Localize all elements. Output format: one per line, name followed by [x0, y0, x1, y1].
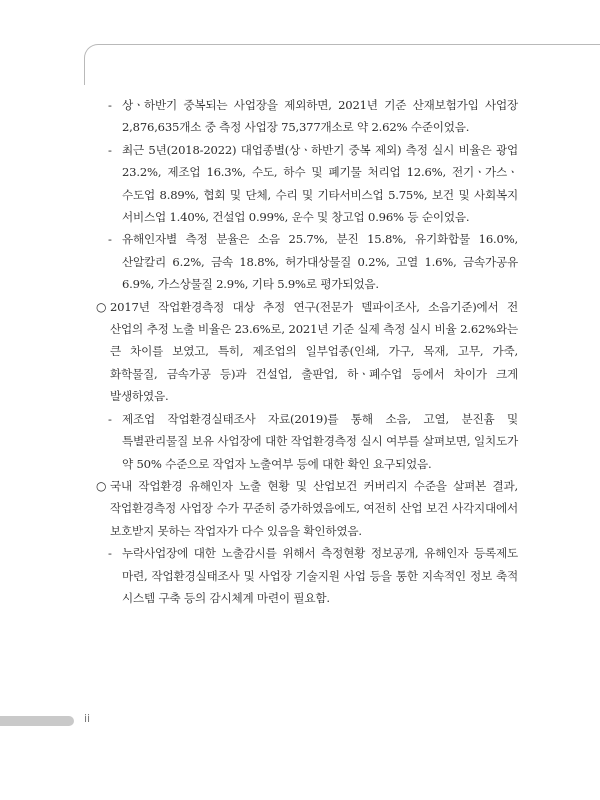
dash-bullet: - — [108, 98, 112, 112]
list-item-text: 유해인자별 측정 분율은 소음 25.7%, 분진 15.8%, 유기화합물 16.0%, 산알칼리 6.2%, 금속 18.8%, 허가대상물질 0.2%, 고열 1.6%, 금속가공유 6.9%, 가스상물질 2.9%, 기타 5.9%로 평가되었음. — [122, 232, 518, 292]
list-item — [108, 94, 518, 139]
list-item-text: 국내 작업환경 유해인자 노출 현황 및 산업보건 커버리지 수준을 살펴본 결과, 작업환경측정 사업장 수가 꾸준히 증가하였음에도, 여전히 산업 보건 사각지대에서 보호받지 못하는 작업자가 다수 있음을 확인하였음. — [110, 478, 518, 538]
body-content — [96, 94, 518, 609]
list-item — [108, 228, 518, 295]
list-item-text: 누락사업장에 대한 노출감시를 위해서 측정현황 정보공개, 유해인자 등록제도 마련, 작업환경실태조사 및 사업장 기술지원 사업 등을 통한 지속적인 정보 축적 시스템 구축 등의 감시체계 마련이 필요함. — [122, 546, 518, 605]
circle-bullet-icon: ○ — [96, 299, 107, 314]
list-item-text: 제조업 작업환경실태조사 자료(2019)를 통해 소음, 고열, 분진흄 및 특별관리물질 보유 사업장에 대한 작업환경측정 실시 여부를 살펴보면, 일치도가 약 50% 수준으로 작업자 노출여부 등에 대한 확인 요구되었음. — [122, 411, 518, 471]
list-item — [108, 408, 518, 475]
footer-bar — [0, 716, 74, 726]
circle-bullet-icon: ○ — [96, 478, 107, 493]
list-item-text: 2017년 작업환경측정 대상 추정 연구(전문가 델파이조사, 소음기준)에서 전 산업의 추정 노출 비율은 23.6%로, 2021년 기준 실제 측정 실시 비율 2.62%와는 큰 차이를 보였고, 특히, 제조업의 일부업종(인쇄, 가구, 목재, 고무, 가죽, 화학물질, 금속가공 등)과 건설업, 출판업, 하ㆍ폐수업 등에서 차이가 크게 발생하였음. — [110, 299, 518, 404]
header-frame-line — [84, 44, 600, 85]
list-item — [108, 139, 518, 229]
list-item-text: 상ㆍ하반기 중복되는 사업장을 제외하면, 2021년 기준 산재보험가입 사업장 2,876,635개소 중 측정 사업장 75,377개소로 약 2.62% 수준이었음. — [122, 98, 518, 135]
dash-bullet: - — [108, 232, 112, 247]
dash-bullet: - — [108, 546, 112, 561]
list-item-text: 최근 5년(2018-2022) 대업종별(상ㆍ하반기 중복 제외) 측정 실시 비율은 광업 23.2%, 제조업 16.3%, 수도, 하수 및 폐기물 처리업 12.6%, 전기ㆍ가스ㆍ 수도업 8.89%, 협회 및 단체, 수리 및 기타서비스업 5.75%, 보건 및 사회복지 서비스업 1.40%, 건설업 0.99%, 운수 및 창고업 0.96% 등 순이었음. — [122, 142, 518, 225]
list-item — [96, 475, 518, 542]
list-item — [96, 296, 518, 408]
list-item — [108, 542, 518, 609]
page-number: ii — [84, 712, 91, 725]
dash-bullet: - — [108, 411, 112, 426]
dash-bullet: - — [108, 142, 112, 157]
